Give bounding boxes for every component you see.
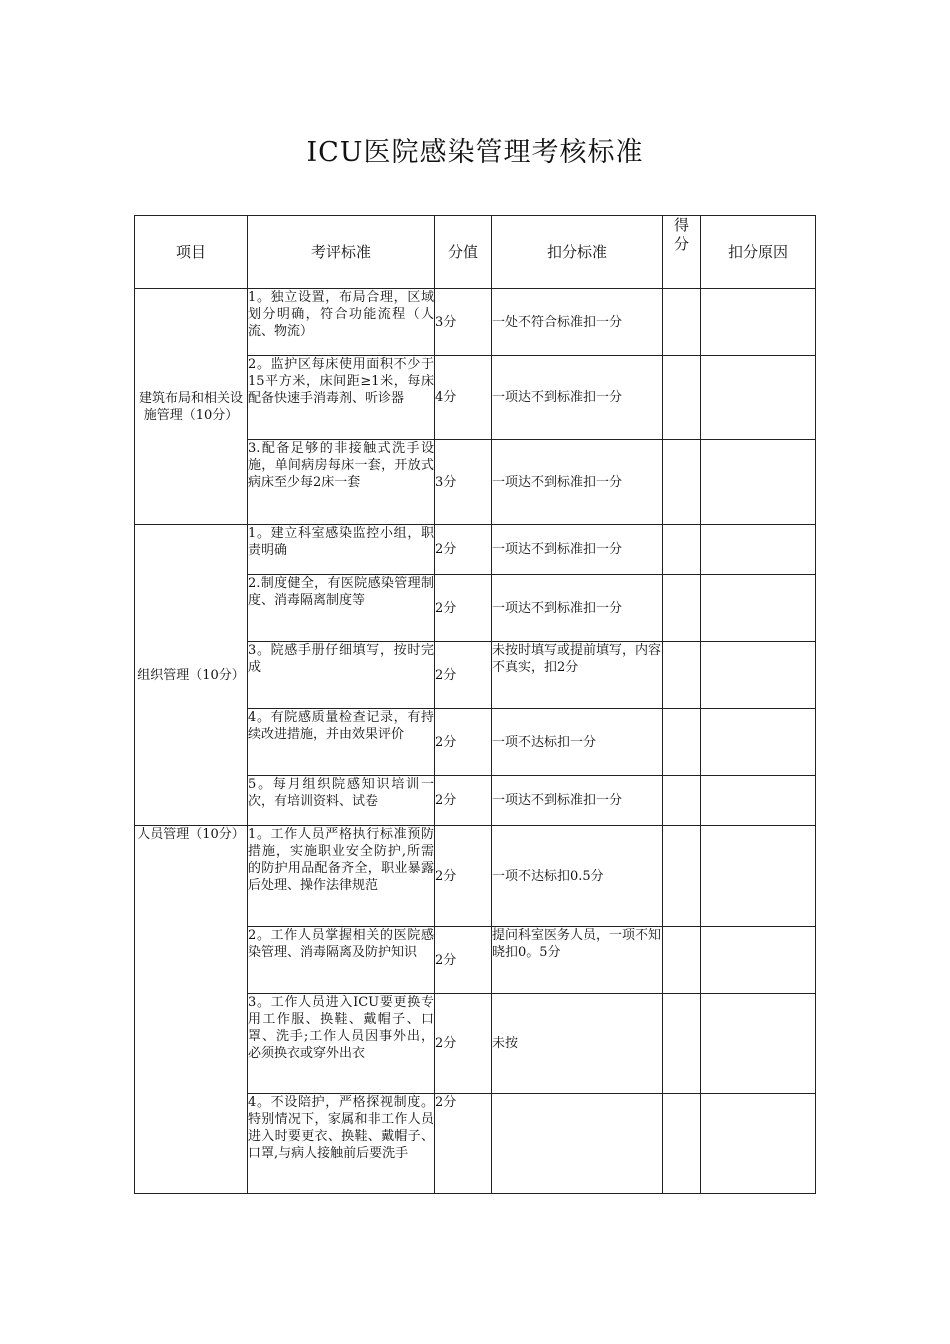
score-cell[interactable] bbox=[663, 1094, 701, 1194]
reason-cell[interactable] bbox=[701, 994, 816, 1094]
points-cell: 3分 bbox=[435, 289, 492, 356]
deduction-cell: 一项不达标扣0.5分 bbox=[492, 826, 663, 927]
reason-cell[interactable] bbox=[701, 289, 816, 356]
points-cell: 2分 bbox=[435, 709, 492, 776]
criteria-cell: 4。不设陪护，严格探视制度。特别情况下，家属和非工作人员进入时要更衣、换鞋、戴帽子、口罩,与病人接触前后要洗手 bbox=[248, 1094, 435, 1194]
deduction-cell: 一项达不到标准扣一分 bbox=[492, 575, 663, 642]
points-cell: 2分 bbox=[435, 776, 492, 826]
deduction-cell: 一项达不到标准扣一分 bbox=[492, 525, 663, 575]
deduction-cell: 一项达不到标准扣一分 bbox=[492, 356, 663, 440]
score-cell[interactable] bbox=[663, 575, 701, 642]
reason-cell[interactable] bbox=[701, 709, 816, 776]
points-cell: 2分 bbox=[435, 642, 492, 709]
deduction-cell: 一项不达标扣一分 bbox=[492, 709, 663, 776]
reason-cell[interactable] bbox=[701, 575, 816, 642]
header-points: 分值 bbox=[435, 216, 492, 289]
reason-cell[interactable] bbox=[701, 826, 816, 927]
score-cell[interactable] bbox=[663, 776, 701, 826]
points-cell: 2分 bbox=[435, 994, 492, 1094]
points-cell: 2分 bbox=[435, 575, 492, 642]
deduction-cell: 一处不符合标准扣一分 bbox=[492, 289, 663, 356]
reason-cell[interactable] bbox=[701, 776, 816, 826]
score-cell[interactable] bbox=[663, 994, 701, 1094]
criteria-cell: 1。工作人员严格执行标准预防措施，实施职业安全防护,所需的防护用品配备齐全，职业暴露后处理、操作法律规范 bbox=[248, 826, 435, 927]
reason-cell[interactable] bbox=[701, 356, 816, 440]
criteria-cell: 3.配备足够的非接触式洗手设施，单间病房每床一套，开放式病床至少每2床一套 bbox=[248, 440, 435, 525]
reason-cell[interactable] bbox=[701, 927, 816, 994]
category-cell: 人员管理（10分） bbox=[135, 826, 248, 1194]
criteria-cell: 2。工作人员掌握相关的医院感染管理、消毒隔离及防护知识 bbox=[248, 927, 435, 994]
deduction-cell: 一项达不到标准扣一分 bbox=[492, 776, 663, 826]
points-cell: 2分 bbox=[435, 826, 492, 927]
reason-cell[interactable] bbox=[701, 642, 816, 709]
score-cell[interactable] bbox=[663, 356, 701, 440]
reason-cell[interactable] bbox=[701, 525, 816, 575]
category-cell: 组织管理（10分） bbox=[135, 525, 248, 826]
reason-cell[interactable] bbox=[701, 440, 816, 525]
score-cell[interactable] bbox=[663, 289, 701, 356]
deduction-cell: 一项达不到标准扣一分 bbox=[492, 440, 663, 525]
criteria-cell: 2。监护区每床使用面积不少于15平方米，床间距≥1米，每床配备快速手消毒剂、听诊器 bbox=[248, 356, 435, 440]
table-row bbox=[135, 525, 816, 575]
points-cell: 4分 bbox=[435, 356, 492, 440]
page-title: ICU医院感染管理考核标准 bbox=[306, 137, 644, 168]
score-cell[interactable] bbox=[663, 525, 701, 575]
deduction-cell: 未按 bbox=[492, 994, 663, 1094]
deduction-cell: 提问科室医务人员，一项不知晓扣0。5分 bbox=[492, 927, 663, 994]
points-cell: 2分 bbox=[435, 927, 492, 994]
score-cell[interactable] bbox=[663, 440, 701, 525]
header-item: 项目 bbox=[135, 216, 248, 289]
criteria-cell: 4。有院感质量检查记录，有持续改进措施，并由效果评价 bbox=[248, 709, 435, 776]
points-cell: 2分 bbox=[435, 525, 492, 575]
score-cell[interactable] bbox=[663, 826, 701, 927]
header-row bbox=[135, 216, 816, 289]
table-row bbox=[135, 289, 816, 356]
deduction-cell: 未按时填写或提前填写，内容不真实，扣2分 bbox=[492, 642, 663, 709]
criteria-cell: 1。独立设置，布局合理，区域划分明确，符合功能流程（人流、物流） bbox=[248, 289, 435, 356]
points-cell: 2分 bbox=[435, 1094, 492, 1194]
criteria-cell: 1。建立科室感染监控小组，职责明确 bbox=[248, 525, 435, 575]
score-cell[interactable] bbox=[663, 709, 701, 776]
header-reason: 扣分原因 bbox=[701, 216, 816, 289]
score-cell[interactable] bbox=[663, 642, 701, 709]
reason-cell[interactable] bbox=[701, 1094, 816, 1194]
header-score: 得 分 bbox=[663, 216, 701, 289]
points-cell: 3分 bbox=[435, 440, 492, 525]
table-row bbox=[135, 826, 816, 927]
criteria-cell: 3。工作人员进入ICU要更换专用工作服、换鞋、戴帽子、口罩、洗手;工作人员因事外出，必须换衣或穿外出衣 bbox=[248, 994, 435, 1094]
criteria-cell: 2.制度健全，有医院感染管理制度、消毒隔离制度等 bbox=[248, 575, 435, 642]
header-deduction: 扣分标准 bbox=[492, 216, 663, 289]
assessment-table bbox=[134, 215, 816, 1194]
criteria-cell: 5。每月组织院感知识培训一次，有培训资料、试卷 bbox=[248, 776, 435, 826]
category-cell: 建筑布局和相关设施管理（10分） bbox=[135, 289, 248, 525]
criteria-cell: 3。院感手册仔细填写，按时完成 bbox=[248, 642, 435, 709]
header-criteria: 考评标准 bbox=[248, 216, 435, 289]
score-cell[interactable] bbox=[663, 927, 701, 994]
deduction-cell bbox=[492, 1094, 663, 1194]
